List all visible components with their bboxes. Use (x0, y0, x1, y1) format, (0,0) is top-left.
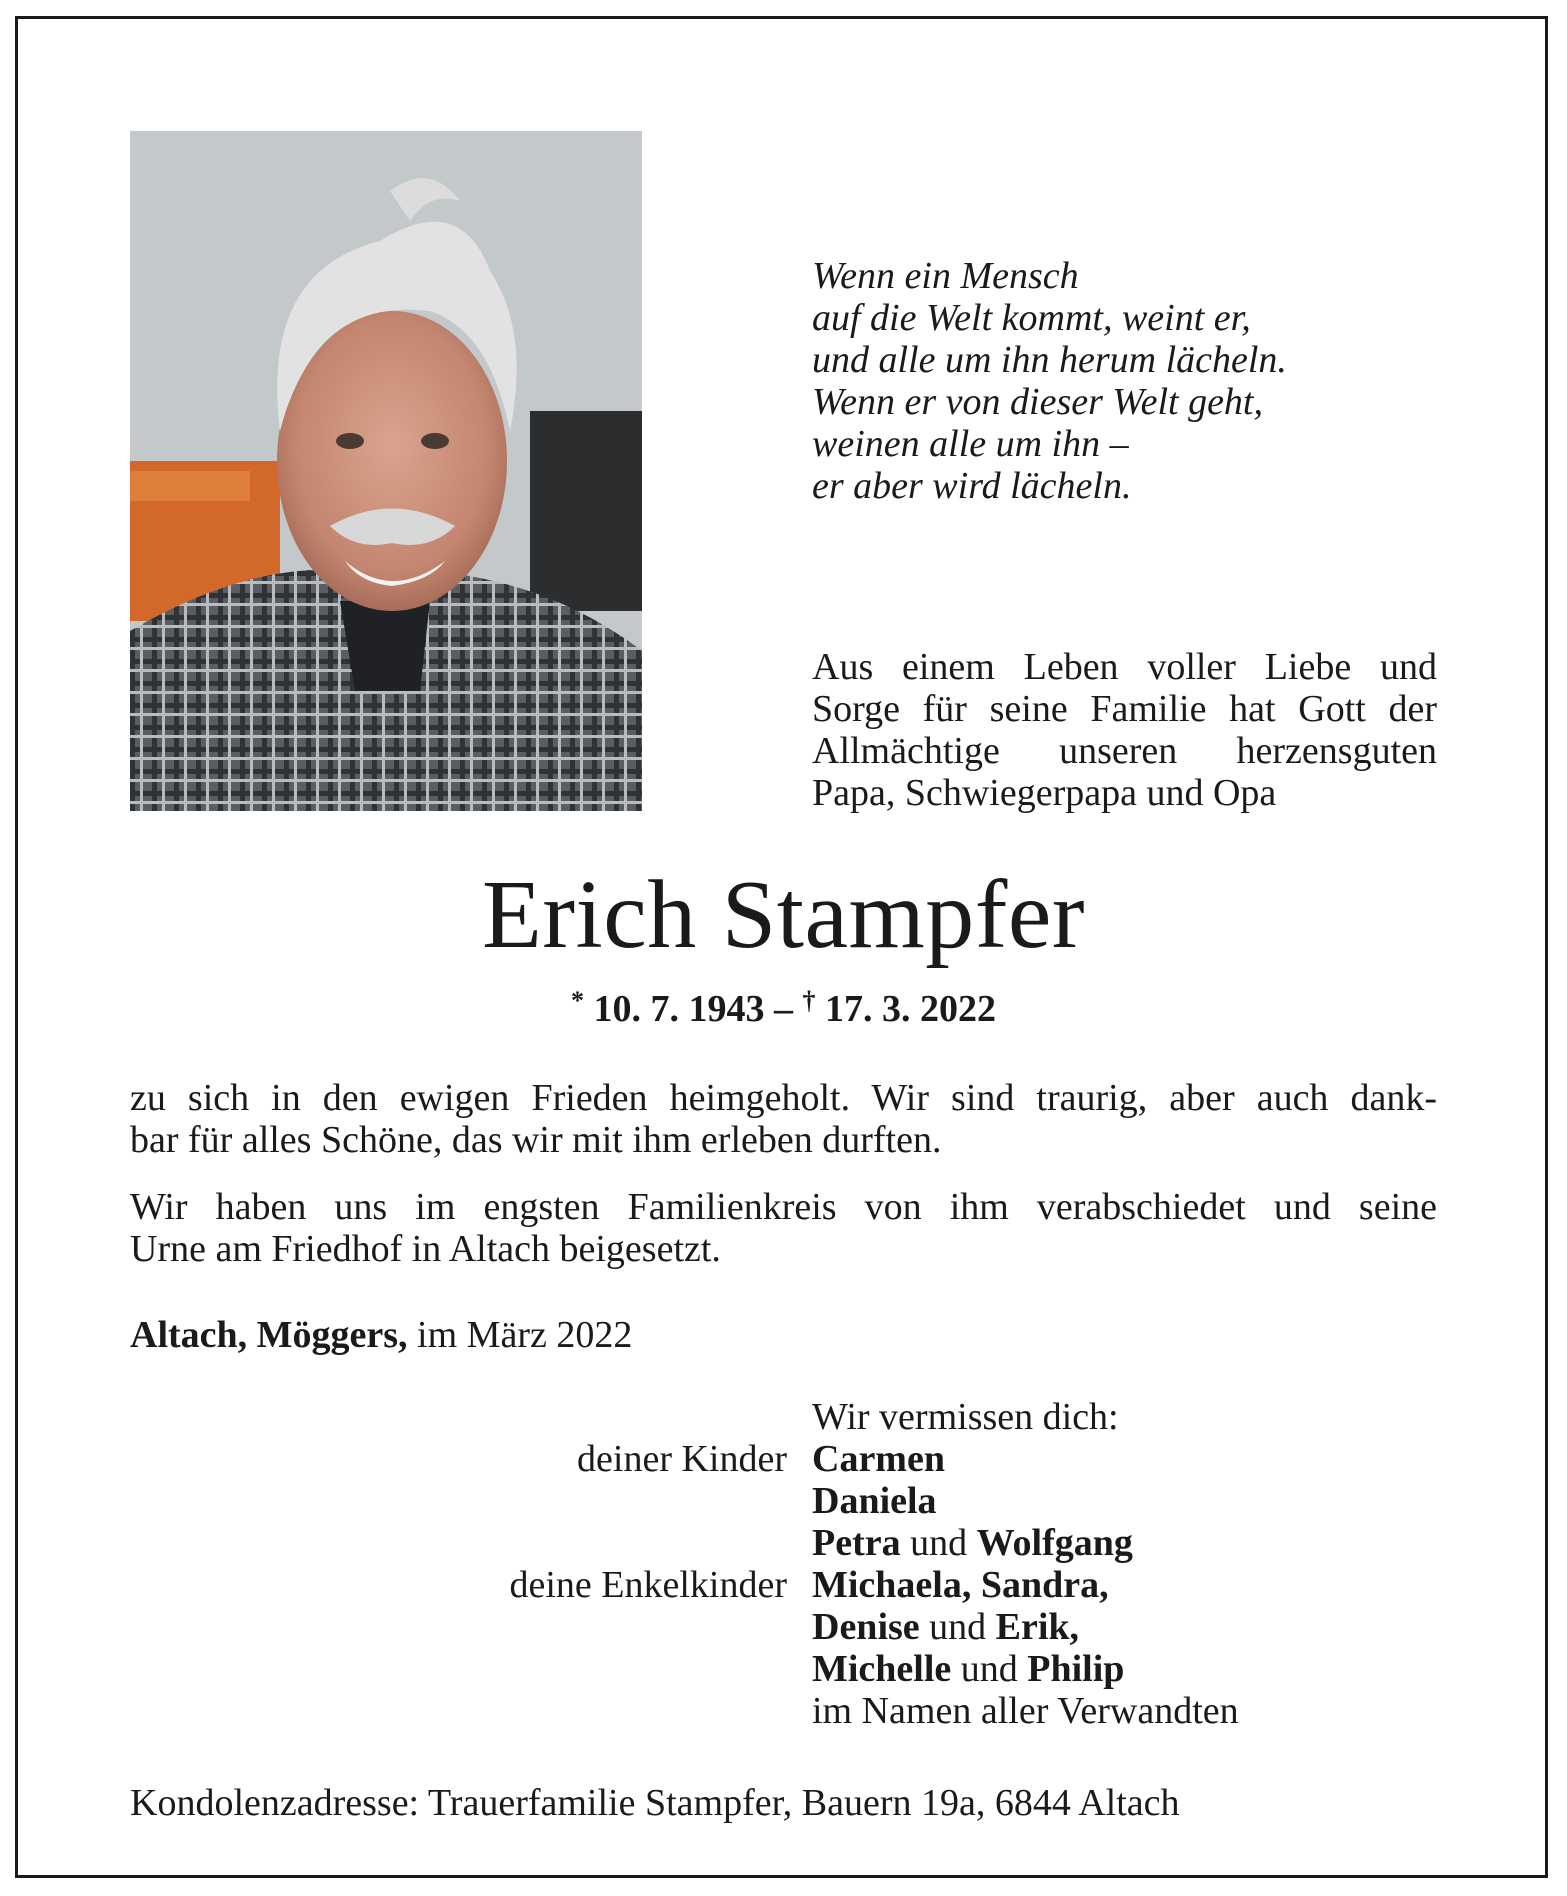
portrait-photo (130, 131, 642, 811)
paragraph-line: bar für alles Schöne, das wir mit ihm erleben durften. (130, 1119, 942, 1161)
and-word: und (929, 1606, 987, 1648)
paragraph-line: Wir haben uns im engsten Familienkreis von ihm verabschiedet und seine (130, 1186, 1437, 1228)
poem-line: Wenn er von dieser Welt geht, (812, 381, 1263, 423)
grandchild-name: Michelle (812, 1648, 952, 1690)
and-word: und (910, 1522, 968, 1564)
month-year: im März 2022 (417, 1314, 633, 1356)
poem (812, 255, 1462, 507)
paragraph-line: Urne am Friedhof in Altach beigesetzt. (130, 1228, 721, 1270)
child-name: Daniela (812, 1480, 937, 1522)
intro-line: Aus einem Leben voller Liebe und (812, 646, 1437, 688)
child-name: Petra (812, 1522, 901, 1564)
places: Altach, Möggers, (130, 1314, 408, 1356)
place-date (130, 1314, 632, 1356)
grandchild-partner-name: Erik, (995, 1606, 1080, 1648)
grandchild-names-couple (812, 1606, 1079, 1648)
intro-line: Papa, Schwiegerpapa und Opa (812, 772, 1277, 814)
paragraph-urne (130, 1186, 1437, 1270)
intro-line: Allmächtige unseren herzensguten (812, 730, 1437, 772)
grandchild-names-couple (812, 1648, 1124, 1690)
poem-line: er aber wird lächeln. (812, 465, 1132, 507)
child-names-couple (812, 1522, 1133, 1564)
and-word: und (960, 1648, 1018, 1690)
mourners-heading: Wir vermissen dich: (812, 1396, 1119, 1438)
paragraph-heimgeholt (130, 1077, 1437, 1161)
poem-line: Wenn ein Mensch (812, 255, 1079, 297)
intro-text (812, 646, 1437, 814)
life-dates (0, 988, 1567, 1034)
deceased-name: Erich Stampfer (482, 861, 1085, 969)
child-name: Carmen (812, 1438, 945, 1480)
grandchild-name: Denise (812, 1606, 920, 1648)
grandchildren-label: deine Enkelkinder (509, 1564, 787, 1606)
poem-line: weinen alle um ihn – (812, 423, 1129, 465)
children-label: deiner Kinder (577, 1438, 787, 1480)
poem-line: und alle um ihn herum lächeln. (812, 339, 1287, 381)
birth-date: 10. 7. 1943 (593, 988, 765, 1030)
closing-line: im Namen aller Verwandten (812, 1690, 1239, 1732)
grandchild-names: Michaela, Sandra, (812, 1564, 1109, 1606)
poem-line: auf die Welt kommt, weint er, (812, 297, 1251, 339)
death-mark: † (802, 986, 816, 1015)
paragraph-line: zu sich in den ewigen Frieden heimgeholt. Wir sind traurig, aber auch dank- (130, 1077, 1437, 1119)
birth-mark: * (571, 986, 584, 1015)
grandchild-partner-name: Philip (1027, 1648, 1125, 1690)
condolence-address: Kondolenzadresse: Trauerfamilie Stampfer, Bauern 19a, 6844 Altach (130, 1782, 1180, 1824)
death-date: 17. 3. 2022 (825, 988, 996, 1030)
date-separator: – (774, 988, 793, 1030)
child-partner-name: Wolfgang (976, 1522, 1133, 1564)
intro-line: Sorge für seine Familie hat Gott der (812, 688, 1437, 730)
